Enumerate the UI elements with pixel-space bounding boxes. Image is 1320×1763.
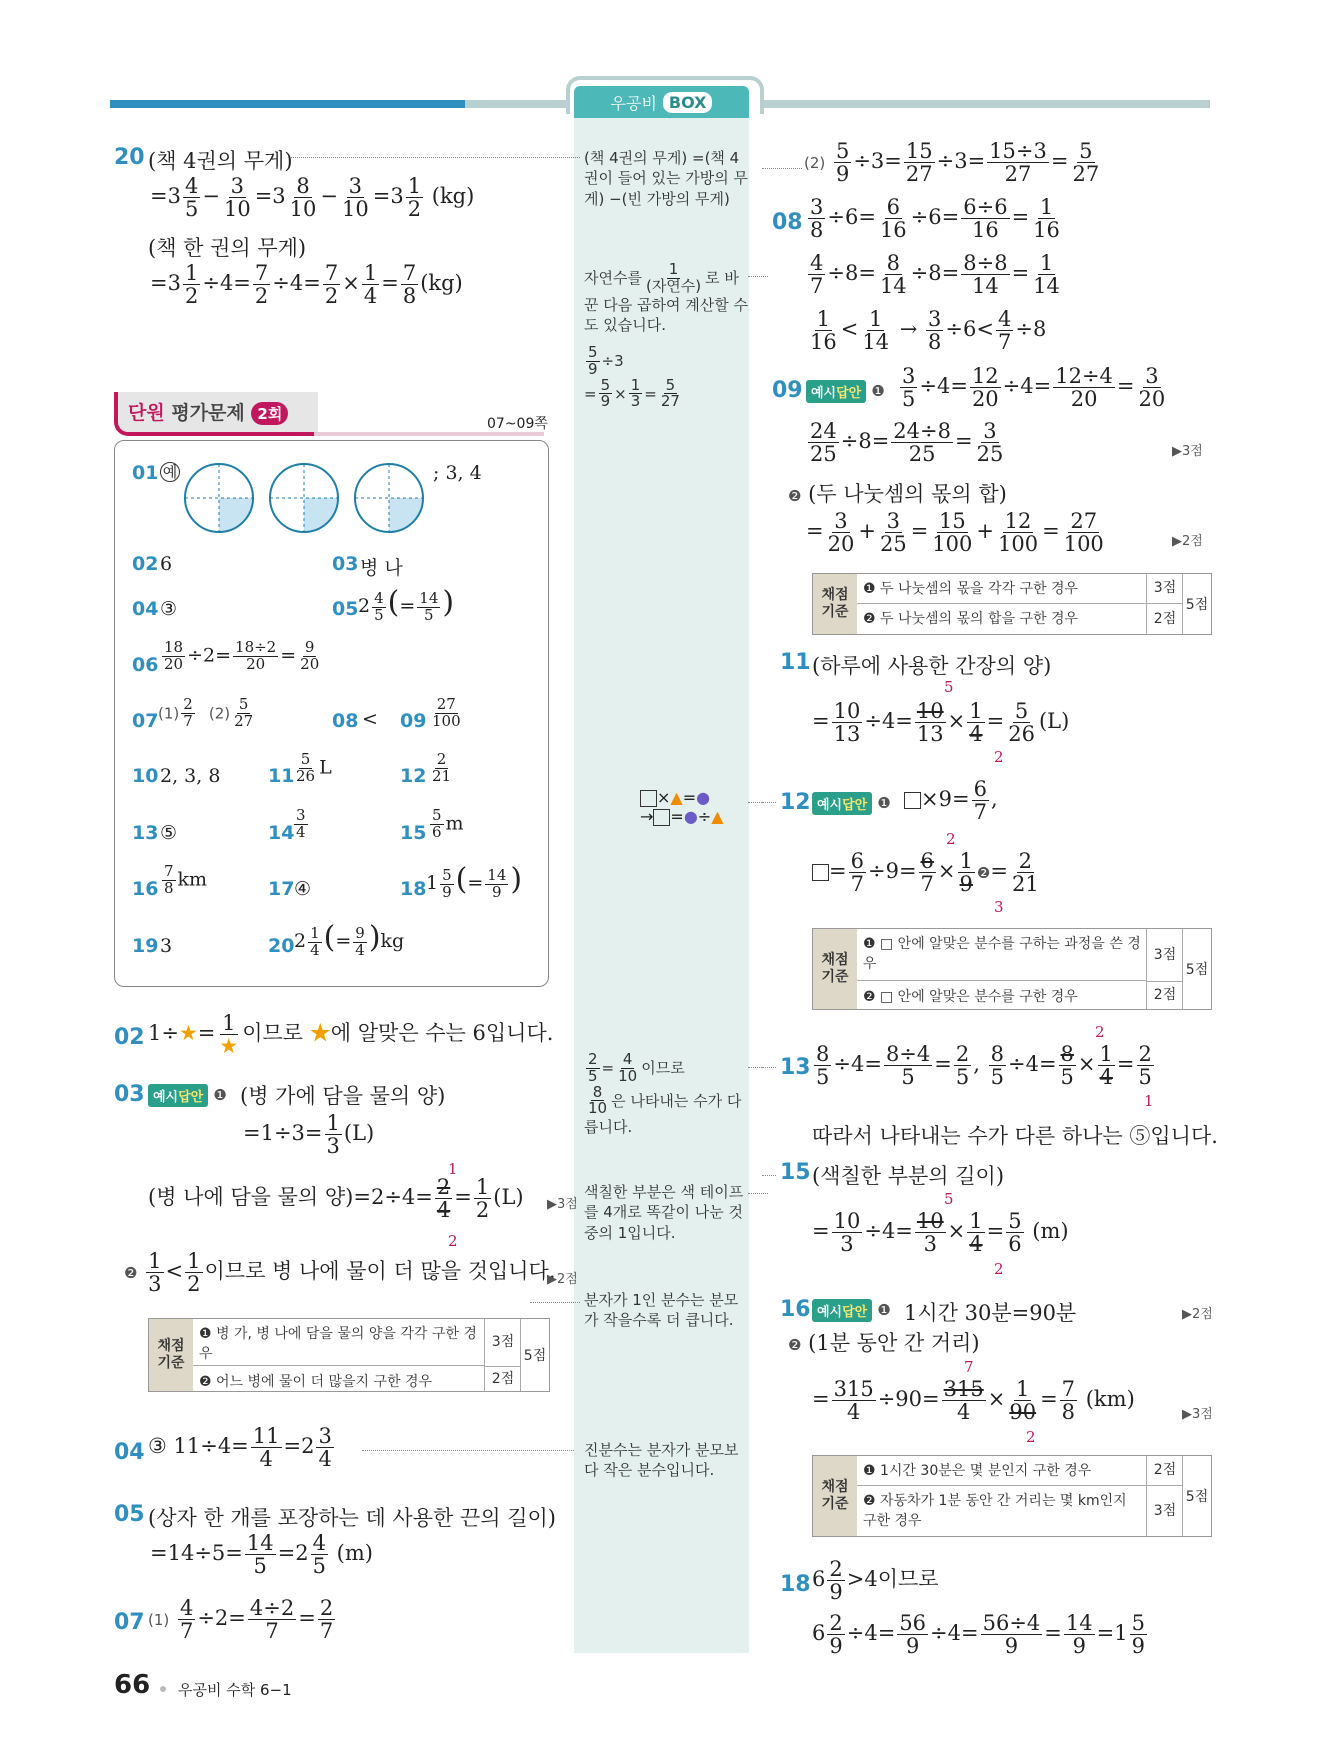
header-bar-mid: [465, 100, 575, 108]
a17-val: ④: [294, 878, 312, 900]
a08-num: 08: [332, 710, 359, 732]
unit-test-rule: [314, 432, 544, 436]
q20-number: 20: [114, 145, 145, 170]
a01-num: 01: [132, 462, 159, 484]
q16-badge-b: 답안: [842, 1305, 868, 1320]
q11-line2: = $\frac{10}{13}$ ÷4= $\frac{10}{13}$ × $\frac{1}{4}$ = $\frac{5}{26}$ (L): [812, 699, 1070, 747]
a17-num: 17: [268, 878, 295, 900]
q18-number: 18: [780, 1572, 811, 1597]
a18-expr: 1 $\frac{5}{9}$ (= $\frac{14}{9}$ ): [426, 862, 523, 901]
q09-crit-label: 채점 기준: [813, 574, 857, 634]
q09-crit1: ❶ 두 나눗셈의 몫을 각각 구한 경우: [857, 574, 1147, 604]
q03-line4-text: 이므로 병 나에 물이 더 많을 것입니다.: [204, 1259, 556, 1284]
q16-crit2-pts: 3점: [1146, 1486, 1183, 1536]
a02-num: 02: [132, 553, 159, 575]
q16-badge-a: 예시: [817, 1305, 843, 1320]
q09-badge-a: 예시: [811, 386, 837, 401]
q16-step2-text: (1분 동안 간 거리): [808, 1331, 980, 1355]
q13-cancel-bot: 1: [1144, 1092, 1154, 1110]
note6-leader: [530, 1302, 580, 1303]
q09-pts2: ▶2점: [1172, 534, 1203, 549]
q12-leader: [762, 802, 776, 803]
q05-unit: (m): [336, 1541, 373, 1566]
a19-num: 19: [132, 935, 159, 957]
a07-num: 07: [132, 710, 159, 732]
q09-badge-b: 답안: [836, 386, 862, 401]
q16-line1: 1시간 30분=90분: [904, 1301, 1077, 1325]
a12-num: 12: [400, 765, 427, 787]
q03-criteria: [148, 1318, 550, 1392]
note4-b: 은 나타내는 수가 다릅니다.: [584, 1091, 742, 1136]
a09-num: 09: [400, 710, 427, 732]
note6: 분자가 1인 분수는 분모가 작을수록 더 큽니다.: [584, 1291, 739, 1330]
q03-cancel-top: 1: [448, 1160, 458, 1178]
q20-line3: (책 한 권의 무게): [148, 236, 307, 260]
q16-badge: 예시답안 ❶: [812, 1299, 891, 1322]
note2-frac-d: (자연수): [645, 276, 702, 295]
a11-num: 11: [268, 765, 295, 787]
a01-value: ; 3, 4: [433, 462, 482, 484]
q03-crit2-pts: 2점: [484, 1367, 521, 1391]
q09-crit1-pts: 3점: [1146, 574, 1183, 604]
q16-crit1-pts: 2점: [1146, 1456, 1183, 1486]
circle-3: [355, 464, 423, 532]
q05-number: 05: [114, 1502, 145, 1527]
q03-line4: ❷ $\frac{1}{3}$ < $\frac{1}{2}$ 이므로 병 나에 물이 더 많을 것입니다.: [124, 1249, 556, 1297]
q16-line2: = $\frac{315}{4}$ ÷90= $\frac{315}{4}$ × $\frac{1}{90}$ = $\frac{7}{8}$ (km): [812, 1377, 1135, 1425]
a10-val: 2, 3, 8: [160, 765, 221, 787]
q11-cancel-top: 5: [944, 678, 954, 696]
q09-line2: $\frac{24}{25}$ ÷8= $\frac{24\div 8}{25}$ = $\frac{3}{25}$: [810, 419, 1004, 467]
circle-2: [270, 464, 338, 532]
a01-badge: 예: [160, 462, 180, 482]
unit-test-page-range: 07~09쪽: [487, 416, 548, 432]
unit-test-title: [128, 398, 288, 425]
a13-val: ⑤: [160, 822, 178, 844]
unit-kg-2: (kg): [420, 271, 463, 296]
header-bar-right: [750, 100, 1210, 108]
note2-frac-n: 1: [668, 260, 679, 278]
q16-crit1: ❶ 1시간 30분은 몇 분인지 구한 경우: [857, 1456, 1147, 1486]
q16-pts1: ▶2점: [1182, 1307, 1213, 1322]
q09-badge: 예시답안 ❶: [806, 380, 885, 403]
q09-total: 5점: [1182, 574, 1211, 634]
q16-total: 5점: [1182, 1456, 1211, 1536]
a15-expr: $\frac{5}{6}$ m: [432, 806, 464, 841]
a20-unit: kg: [380, 930, 405, 952]
q16-cancel-top: 7: [964, 1358, 974, 1376]
a08-val: <: [362, 708, 378, 730]
q16-step2: ❷ (1분 동안 간 거리): [788, 1331, 980, 1355]
note5: 색칠한 부분은 색 테이프를 4개로 똑같이 나눈 것 중의 1입니다.: [584, 1183, 744, 1242]
q09-line3: = $\frac{3}{20}$ + $\frac{3}{25}$ = $\frac{15}{100}$ + $\frac{12}{100}$ = $\frac{27}{100}$: [806, 509, 1104, 557]
q09-line1: $\frac{3}{5}$ ÷4= $\frac{12}{20}$ ÷4= $\frac{12\div 4}{20}$ = $\frac{3}{20}$: [902, 364, 1166, 412]
q03-unit-1: (L): [343, 1121, 375, 1146]
q08-number: 08: [772, 210, 803, 235]
a14-num: 14: [268, 822, 295, 844]
q09-step2: ❷ (두 나눗셈의 몫의 합): [788, 482, 1007, 506]
q11-cancel-bot: 2: [994, 748, 1004, 766]
a16-unit: km: [177, 868, 208, 891]
q16-crit-label: 채점 기준: [813, 1456, 857, 1536]
note2-a: 자연수를: [584, 268, 642, 287]
q12-crit1-pts: 3점: [1146, 929, 1183, 982]
box-title-b: BOX: [663, 92, 713, 113]
q02-text-c: 에 알맞은 수는 6입니다.: [330, 1021, 554, 1046]
q11-number: 11: [780, 650, 811, 675]
q03-crit1: ❶ 병 가, 병 나에 담을 물의 양을 각각 구한 경우: [193, 1319, 485, 1366]
unit-kg-1: (kg): [431, 184, 475, 209]
q03-step1: (병 가에 담을 물의 양): [240, 1084, 446, 1108]
q13-line2: 따라서 나타내는 수가 다른 하나는 ⑤입니다.: [812, 1124, 1218, 1148]
q03-crit-label: 채점 기준: [149, 1319, 193, 1391]
q18-line1: 6 $\frac{2}{9}$ >4이므로: [812, 1557, 939, 1605]
a01-circles: [183, 460, 428, 535]
a16-num: 16: [132, 878, 159, 900]
q09-criteria: [812, 573, 1212, 635]
box-title-a: 우공비: [610, 93, 657, 113]
q12-total: 5점: [1182, 929, 1211, 1009]
a06-num: 06: [132, 654, 159, 676]
q16-unit: (km): [1085, 1387, 1135, 1412]
q04-text: ③ 11÷4=: [148, 1434, 249, 1459]
q09-crit2: ❷ 두 나눗셈의 몫의 합을 구한 경우: [863, 611, 1079, 627]
note5-leader: [748, 1193, 768, 1194]
q13-number: 13: [780, 1055, 811, 1080]
q03-unit-2: (L): [493, 1185, 524, 1210]
q07-part: (1): [148, 1611, 170, 1630]
q03-crit2: ❷ 어느 병에 물이 더 많을지 구한 경우: [199, 1374, 433, 1390]
a03-num: 03: [332, 553, 359, 575]
q03-line3: (병 나에 담을 물의 양)=2÷4= $\frac{2}{4}$ = $\frac{1}{2}$ (L): [148, 1175, 524, 1223]
a10-num: 10: [132, 765, 159, 787]
q12-crit-label: 채점 기준: [813, 929, 857, 1009]
q15-number: 15: [780, 1160, 811, 1185]
q12-line1: ×9= $\frac{6}{7}$ ,: [904, 778, 998, 823]
q04-leader: [362, 1450, 574, 1451]
q05-line2-text: =14÷5=: [150, 1541, 243, 1566]
q02-text-b: 이므로: [242, 1021, 304, 1046]
q15-line1: (색칠한 부분의 길이): [812, 1164, 1005, 1188]
a12-expr: $\frac{2}{21}$: [432, 750, 452, 785]
q12-badge-a: 예시: [817, 798, 843, 813]
a06-expr: $\frac{18}{20}$ ÷2= $\frac{18\div 2}{20}$ = $\frac{9}{20}$: [164, 638, 320, 673]
q03-crit1-pts: 3점: [484, 1319, 521, 1367]
q03-number: 03: [114, 1082, 145, 1107]
q08-line1: $\frac{3}{8}$ ÷6= $\frac{6}{16}$ ÷6= $\frac{6\div 6}{16}$ = $\frac{1}{16}$: [810, 195, 1060, 243]
r2-expr: (2) $\frac{5}{9}$ ÷3= $\frac{15}{27}$ ÷3= $\frac{15\div 3}{27}$ = $\frac{5}{27}$: [804, 139, 1100, 187]
q03-line2: =1÷3= $\frac{1}{3}$ (L): [243, 1111, 375, 1159]
q03-total: 5점: [520, 1319, 549, 1391]
note1: (책 4권의 무게) =(책 4권이 들어 있는 가방의 무게) −(빈 가방의 무게): [584, 149, 748, 208]
q03-line3-text: (병 나에 담을 물의 양)=2÷4=: [148, 1185, 433, 1210]
q12-line2: = $\frac{6}{7}$ ÷9= $\frac{6}{7}$ × $\frac{1}{9}$ ❷= $\frac{2}{21}$: [812, 850, 1043, 895]
q16-number: 16: [780, 1297, 811, 1322]
note1-leader: [290, 157, 580, 158]
a16-expr: $\frac{7}{8}$ km: [164, 862, 208, 897]
q20-line4: =3 $\frac{1}{2}$ ÷4= $\frac{7}{2}$ ÷4= $\frac{7}{2}$ × $\frac{1}{4}$ = $\frac{7}{8}$ (kg): [150, 261, 463, 309]
a13-num: 13: [132, 822, 159, 844]
unit-test-title-a: 단원: [128, 402, 165, 424]
note3: $\frac{5}{9}$ ÷3 = $\frac{5}{9}$ × $\frac{1}{3}$ = $\frac{5}{27}$: [584, 343, 680, 411]
a15-num: 15: [400, 822, 427, 844]
a04-num: 04: [132, 598, 159, 620]
q16-pts2: ▶3점: [1182, 1407, 1213, 1422]
q02-number: 02: [114, 1025, 145, 1050]
box-tab: [574, 86, 749, 118]
q03-pts2: ▶2점: [547, 1272, 578, 1287]
r2-leader: [762, 168, 802, 169]
q18-line2: 6 $\frac{2}{9}$ ÷4= $\frac{56}{9}$ ÷4= $\frac{56\div 4}{9}$ = $\frac{14}{9}$ =1 $\frac{5}{9}$: [812, 1611, 1145, 1659]
page-number: 66: [114, 1670, 151, 1700]
q04-expr: ③ 11÷4= $\frac{11}{4}$ =2 $\frac{3}{4}$: [148, 1424, 332, 1472]
q04-number: 04: [114, 1440, 145, 1465]
q03-badge-a: 예시: [153, 1090, 179, 1105]
q09-pts1: ▶3점: [1172, 444, 1203, 459]
a18-num: 18: [400, 878, 427, 900]
unit-test-round: 2회: [251, 402, 288, 425]
a07-p2: (2): [208, 704, 231, 723]
q13-cancel-top: 2: [1095, 1023, 1105, 1041]
q03-cancel-bot: 2: [448, 1232, 458, 1250]
a04-val: ③: [160, 598, 178, 620]
q12-cancel-bot: 3: [994, 898, 1004, 916]
a09-expr: $\frac{27}{100}$: [432, 695, 461, 730]
q11-line1: (하루에 사용한 간장의 양): [812, 654, 1052, 678]
book-title: 우공비 수학 6−1: [178, 1681, 292, 1699]
q11-unit: (L): [1038, 709, 1070, 734]
note2: [584, 262, 749, 335]
header-bar-left: [110, 100, 465, 108]
q16-crit2: ❷ 자동차가 1분 동안 간 거리는 몇 km인지 구한 경우: [863, 1493, 1127, 1529]
q05-line1: (상자 한 개를 포장하는 데 사용한 끈의 길이): [148, 1506, 556, 1530]
q15-cancel-bot: 2: [994, 1260, 1004, 1278]
a02-val: 6: [160, 553, 173, 575]
a03-val: 병 나: [360, 557, 403, 579]
q08-line3: $\frac{1}{16}$ < $\frac{1}{14}$ → $\frac{3}{8}$ ÷6< $\frac{4}{7}$ ÷8: [810, 307, 1047, 355]
q08-line2: $\frac{4}{7}$ ÷8= $\frac{8}{14}$ ÷8= $\frac{8\div 8}{14}$ = $\frac{1}{14}$: [810, 251, 1060, 299]
q02-text-a: 1÷: [148, 1021, 179, 1046]
q12-cancel-top: 2: [946, 830, 956, 848]
note4-a: 이므로: [641, 1058, 685, 1077]
q12-number: 12: [780, 790, 811, 815]
q09-step2-text: (두 나눗셈의 몫의 합): [808, 482, 1007, 506]
a05-expr: 2 $\frac{4}{5}$ (= $\frac{14}{5}$ ): [358, 585, 455, 624]
q02-text: 1÷★= $\frac{1}{★}$ 이므로 ★에 알맞은 수는 6입니다.: [148, 1011, 554, 1059]
q15-unit: (m): [1032, 1219, 1069, 1244]
q12-crit2: ❷ □ 안에 알맞은 분수를 구한 경우: [863, 989, 1078, 1005]
q03-pts1: ▶3점: [547, 1197, 578, 1212]
q18-line1-text: >4이므로: [846, 1567, 939, 1592]
q03-badge-b: 답안: [178, 1090, 204, 1105]
note-shape-eq: ×▲=● → =●÷▲: [640, 788, 724, 826]
q13-leader: [762, 1067, 776, 1068]
q20-line2: =3 $\frac{4}{5}$ − $\frac{3}{10}$ =3 $\frac{8}{10}$ − $\frac{3}{10}$ =3 $\frac{1}{2}$ (kg): [150, 174, 475, 222]
a20-num: 20: [268, 935, 295, 957]
note2-b: 로 바꾼 다음 곱하여 계산할 수도 있습니다.: [584, 268, 748, 334]
q07-number: 07: [114, 1610, 145, 1635]
q12-crit1: ❶ □ 안에 알맞은 분수를 구하는 과정을 쓴 경우: [857, 929, 1147, 981]
q12-crit2-pts: 2점: [1146, 982, 1183, 1009]
circle-1: [185, 464, 253, 532]
a07-p1: (1): [158, 704, 180, 723]
q15-leader: [762, 1175, 776, 1176]
q03-badge: 예시답안 ❶: [148, 1084, 227, 1107]
unit-test-title-b: 평가문제: [171, 402, 245, 424]
note7: 진분수는 분자가 분모보다 작은 분수입니다.: [584, 1441, 739, 1480]
r2-part: (2): [804, 154, 826, 173]
q13-line1: $\frac{8}{5}$ ÷4= $\frac{8\div 4}{5}$ = $\frac{2}{5}$ , $\frac{8}{5}$ ÷4= $\frac{8}{5}$ × $\frac{1}{4}$ = $\frac{2}{5}$: [816, 1042, 1152, 1090]
q12-badge: 예시답안 ❶: [812, 792, 891, 815]
q09-number: 09: [772, 378, 803, 403]
a15-unit: m: [445, 812, 464, 835]
a07-expr: (1) $\frac{2}{7}$ (2) $\frac{5}{27}$: [158, 695, 254, 730]
q07-expr: (1) $\frac{4}{7}$ ÷2= $\frac{4\div 2}{7}$ = $\frac{2}{7}$: [148, 1596, 334, 1644]
q09-crit2-pts: 2점: [1146, 604, 1183, 634]
q12-criteria: [812, 928, 1212, 1010]
a14-expr: $\frac{3}{4}$: [296, 806, 306, 841]
q15-cancel-top: 5: [944, 1190, 954, 1208]
footer-dot: [160, 1686, 166, 1692]
q12-badge-b: 답안: [842, 798, 868, 813]
a11-unit: L: [319, 756, 332, 779]
a20-expr: 2 $\frac{1}{4}$ (= $\frac{9}{4}$ )kg: [294, 920, 405, 959]
q20-line1: (책 4권의 무게): [148, 149, 293, 173]
q03-line2-text: =1÷3=: [243, 1121, 323, 1146]
a19-val: 3: [160, 935, 173, 957]
a05-num: 05: [332, 598, 359, 620]
q16-criteria: [812, 1455, 1212, 1537]
q05-line2: =14÷5= $\frac{14}{5}$ =2 $\frac{4}{5}$ (m): [150, 1531, 373, 1579]
q16-cancel-bot: 2: [1026, 1428, 1036, 1446]
a11-expr: $\frac{5}{26}$ L: [296, 750, 332, 785]
note4: $\frac{2}{5}$ = $\frac{4}{10}$ 이므로 $\frac{8}{10}$ 은 나타내는 수가 다릅니다.: [584, 1050, 742, 1136]
q15-line2: = $\frac{10}{3}$ ÷4= $\frac{10}{3}$ × $\frac{1}{4}$ = $\frac{5}{6}$ (m): [812, 1209, 1069, 1257]
note2-leader: [748, 276, 768, 277]
